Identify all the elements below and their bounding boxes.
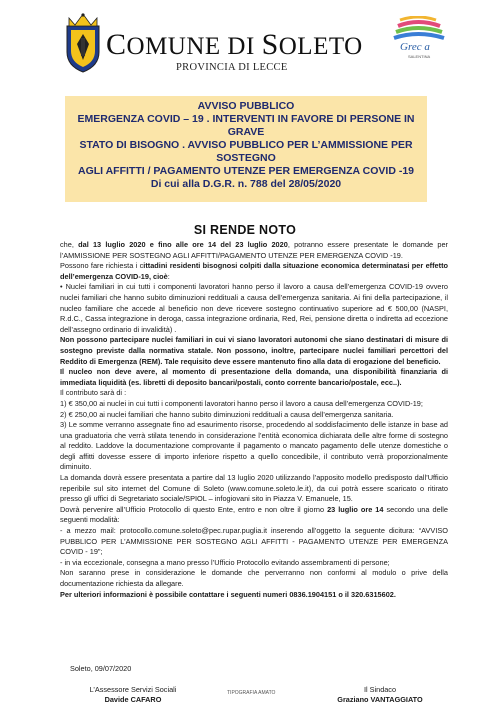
paragraph-deadline: Dovrà pervenire all’Ufficio Protocollo di questo Ente, entro e non oltre il giorno 23 luglio ore 14 secondo una delle seguenti modalità: [60, 504, 448, 525]
signature-sindaco [300, 685, 460, 705]
banner-line-1: AVVISO PUBBLICO [197, 100, 295, 112]
grecia-logo-text: Grec a [400, 41, 430, 53]
paragraph-eligibility: Possono fare richiesta i cittadini residenti bisognosi colpiti dalla situazione economica determinatasi per effetto dell’emergenza COVID-19, cioè: [60, 261, 449, 281]
signature-sindaco-name: Graziano VANTAGGIATO [337, 695, 423, 704]
paragraph-exclusions: Non possono partecipare nuclei familiari in cui vi siano lavoratori autonomi che siano destinatari di misure di sostegno previste dalla normativa statale. Non possono, inoltre, partecipare nuclei familiari percettori del Reddito di Emergenza (REM). Tale requisito deve essere mantenuto fino alla data di erogazione del beneficio. [60, 335, 448, 366]
grecia-logo-sub: SALENTINA [408, 54, 431, 59]
notice-banner [65, 96, 427, 202]
paragraph-intro: che, dal 13 luglio 2020 e fino alle ore 14 del 23 luglio 2020, potranno essere presentate le domande per l’AMMISSIONE PER SOSTEGNO AGLI AFFITTI/PAGAMENTO UTENZE PER EMERGENZA COVID -19. [60, 240, 448, 260]
mode-email: - a mezzo mail: protocollo.comune.soleto@pec.rupar.puglia.it inserendo all’oggetto la seguente dicitura: “AVVISO PUBBLICO PER L’AMMISSIONE PER SOSTEGNO AGLI AFFITTI - PAGAMENTO UTENZE PER EMERGENZA COVID - 19”; [60, 526, 448, 557]
contribution-item-1: 1) € 350,00 ai nuclei in cui tutti i componenti lavoratori hanno perso il lavoro a causa dell’emergenza COVID-19; [60, 398, 423, 408]
banner-line-5: Di cui alla D.G.R. n. 788 del 28/05/2020 [150, 178, 342, 190]
notice-body [60, 240, 448, 600]
paragraph-contacts: Per ulteriori informazioni è possibile contattare i seguenti numeri 0836.1904151 o il 320.6315602. [60, 589, 396, 599]
signature-assessore-name: Davide CAFARO [104, 695, 162, 704]
contribution-item-2: 2) € 250,00 ai nuclei familiari che hanno subito diminuzioni reddituali a causa dell’emergenza sanitaria. [60, 409, 394, 419]
town-title: COMUNE DI SOLETO [106, 28, 363, 61]
contribution-item-3: 3) Le somme verranno assegnate fino ad esaurimento risorse, procedendo al soddisfacimento delle istanze in base ad una graduatoria che verrà stilata tenendo in considerazione l’entità economica dichiarata delle altre forme di sostegno al reddito. Laddove la documentazione comprovante il pagamento o mancato pagamento delle utenze domestiche o degli affitti dovesse essere di importo inferiore rispetto a quello concedibile, il contributo verrà proporzionalmente diminuito. [60, 420, 448, 472]
paragraph-liquidity: Il nucleo non deve avere, al momento di presentazione della domanda, una disponibilità finanziaria di immediata liquidità (es. libretti di deposito bancari/postali, conto corrente bancario/postale, ecc..). [60, 367, 448, 387]
mode-hand-delivery: - in via eccezionale, consegna a mano presso l’Ufficio Protocollo evitando assembramenti di persone; [60, 557, 390, 567]
header [0, 6, 490, 78]
grecia-salentina-logo [390, 16, 448, 68]
paragraph-nonconforming: Non saranno prese in considerazione le domande che perverranno non conformi al modulo o prive della documentazione richiesta da allegare. [60, 568, 448, 588]
province-label: PROVINCIA DI LECCE [176, 62, 288, 73]
banner-line-4: AGLI AFFITTI / PAGAMENTO UTENZE PER EMERGENZA COVID -19 [77, 165, 414, 177]
paragraph-nuclei: • Nuclei familiari in cui tutti i componenti lavoratori hanno perso il lavoro a causa dell’emergenza COVID-19 ovvero nuclei familiari che hanno subito diminuzioni reddituali a causa dell’emergenza sanitaria. Ai fini della partecipazione, il nucleo familiare che accede al beneficio non deve ricevere sostegno continuativo superiore ad € 500,00 (NASPI, R.d.C., Cassa integrazione in deroga, cassa integrazione ordinaria, Red, Rei, pensione diretta o indiretta ad eccezione dell’assegno ordinario di invalidità) . [60, 282, 448, 334]
signature-assessore-title: L’Assessore Servizi Sociali [89, 685, 177, 694]
paragraph-application: La domanda dovrà essere presentata a partire dal 13 luglio 2020 utilizzando l’apposito modello predisposto dall’Ufficio reperibile sul sito internet del Comune di Soleto (www.comune.soleto.le.it), da cui potrà essere scaricato o ritirato presso gli uffici di Segretariato sociale/SPIOL – infogiovani sito in Piazza V. Emanuele, 15. [60, 473, 448, 504]
signature-assessore [48, 685, 218, 705]
signature-sindaco-title: Il Sindaco [363, 685, 397, 694]
printer-mark: TIPOGRAFIA AMATO [227, 690, 276, 696]
document-date: Soleto, 09/07/2020 [70, 664, 132, 673]
rende-noto-heading: SI RENDE NOTO [193, 223, 297, 237]
banner-line-2: EMERGENZA COVID – 19 . INTERVENTI IN FAVORE DI PERSONE IN GRAVE [77, 113, 415, 138]
paragraph-contribution: Il contributo sarà di : [60, 388, 127, 398]
coat-of-arms-icon [63, 12, 103, 74]
banner-line-3: STATO DI BISOGNO . AVVISO PUBBLICO PER L’AMMISSIONE PER SOSTEGNO [79, 139, 413, 164]
